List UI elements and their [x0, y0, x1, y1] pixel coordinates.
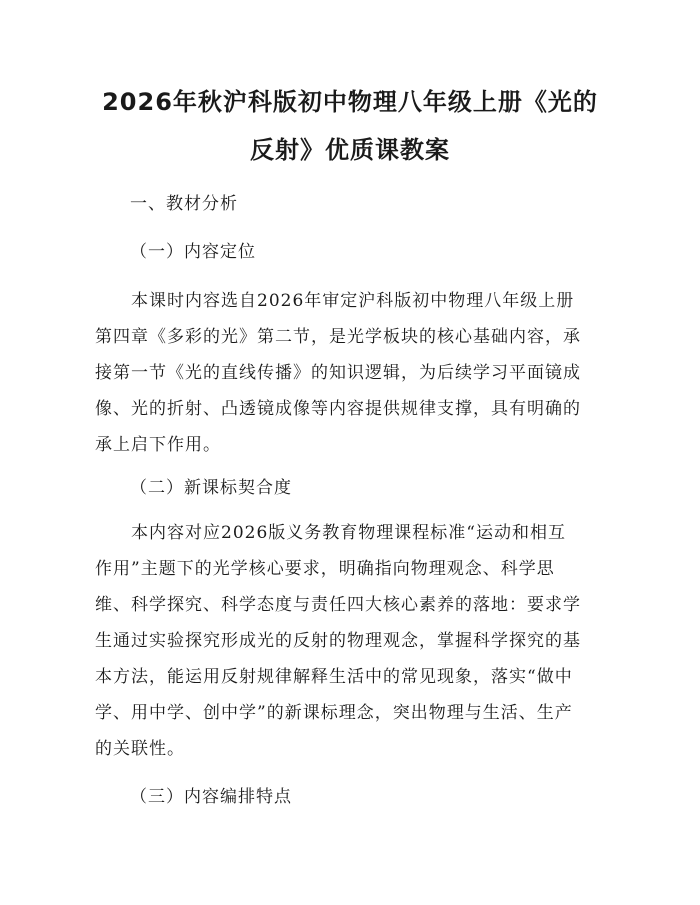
section-heading-textbook-analysis: 一、教材分析 — [130, 194, 238, 214]
paragraph-line: 承上启下作用。 — [95, 435, 221, 455]
paragraph-line: 本方法，能运用反射规律解释生活中的常见现象，落实“做中 — [95, 667, 573, 687]
subheading-content-arrangement: （三）内容编排特点 — [130, 787, 292, 807]
document-title-line-1: 2026年秋沪科版初中物理八年级上册《光的 — [102, 88, 598, 116]
document-title-line-2: 反射》优质课教案 — [250, 136, 450, 164]
paragraph-line: 维、科学探究、科学态度与责任四大核心素养的落地：要求学 — [95, 595, 581, 615]
paragraph-line: 本课时内容选自2026年审定沪科版初中物理八年级上册 — [131, 291, 575, 311]
subheading-content-positioning: （一）内容定位 — [130, 242, 256, 262]
subheading-curriculum-fit: （二）新课标契合度 — [130, 478, 292, 498]
paragraph-line: 生通过实验探究形成光的反射的物理观念，掌握科学探究的基 — [95, 631, 581, 651]
paragraph-line: 第四章《多彩的光》第二节，是光学板块的核心基础内容，承 — [95, 327, 581, 347]
paragraph-line: 接第一节《光的直线传播》的知识逻辑，为后续学习平面镜成 — [95, 363, 581, 383]
paragraph-line: 作用”主题下的光学核心要求，明确指向物理观念、科学思 — [95, 559, 555, 579]
paragraph-content-positioning — [95, 283, 615, 463]
paragraph-line: 本内容对应2026版义务教育物理课程标准“运动和相互 — [131, 523, 566, 543]
paragraph-line: 的关联性。 — [95, 739, 185, 759]
paragraph-line: 像、光的折射、凸透镜成像等内容提供规律支撑，具有明确的 — [95, 399, 581, 419]
paragraph-curriculum-fit — [95, 515, 615, 767]
paragraph-line: 学、用中学、创中学”的新课标理念，突出物理与生活、生产 — [95, 703, 573, 723]
